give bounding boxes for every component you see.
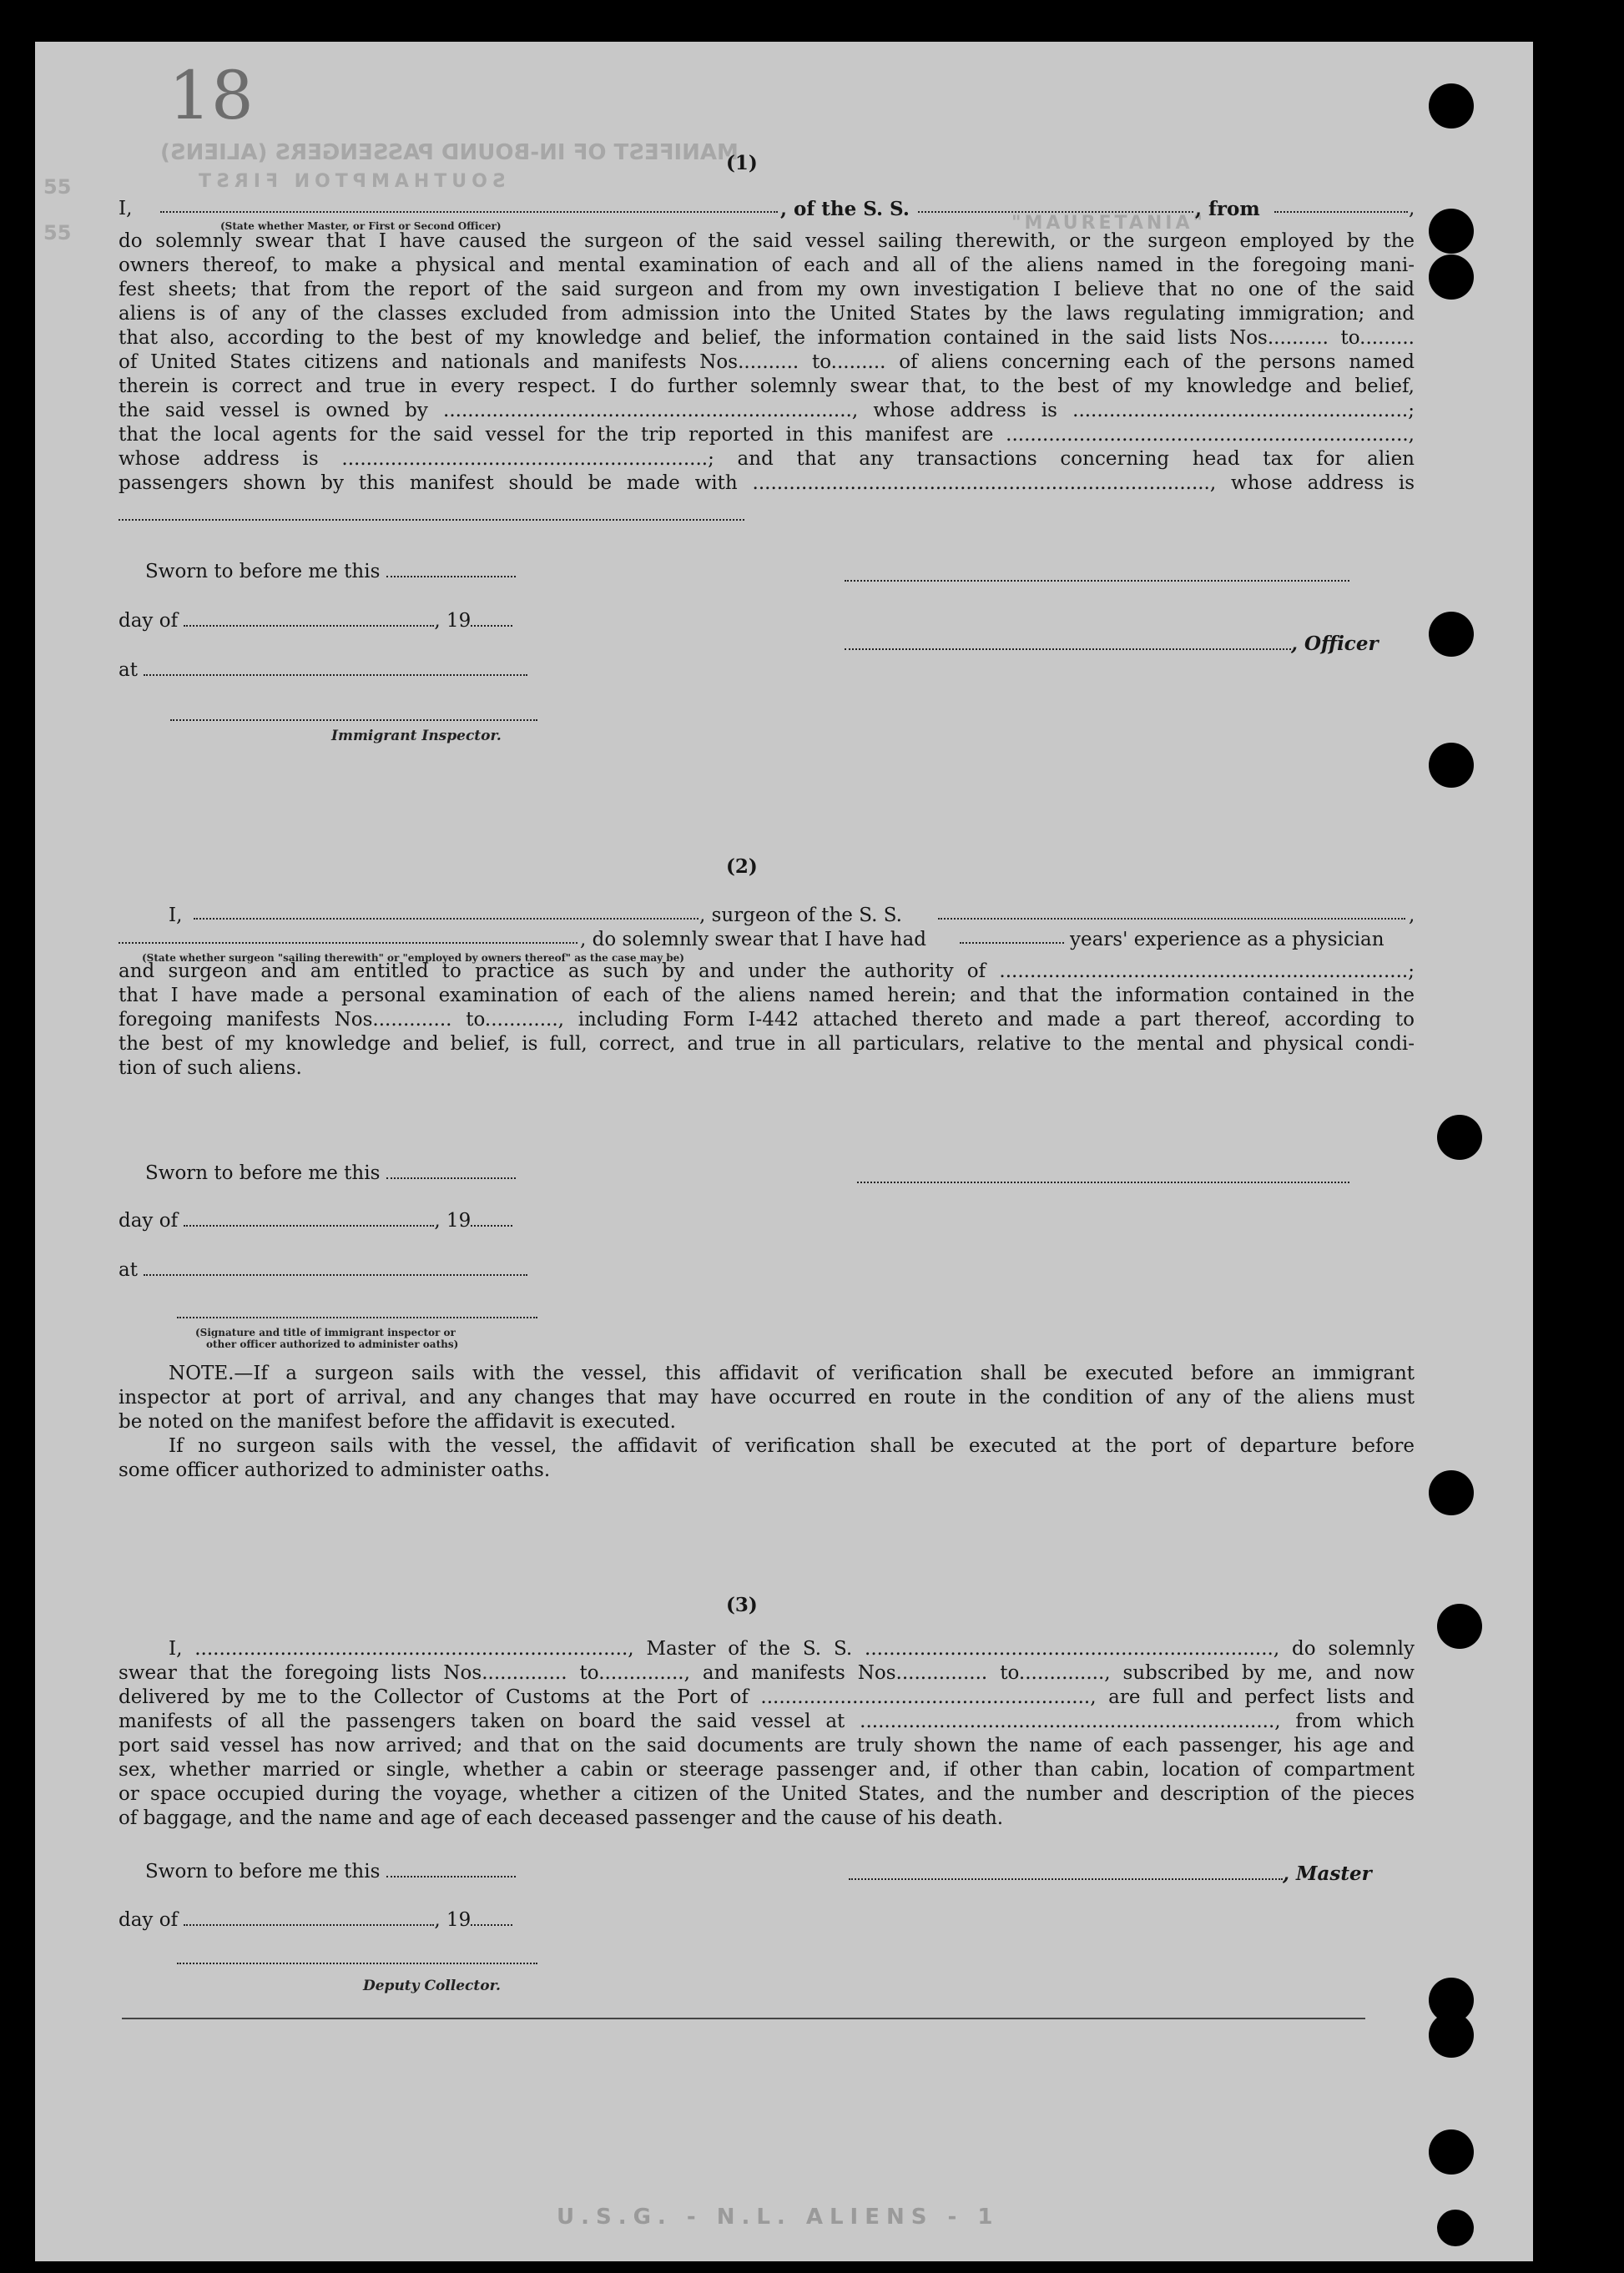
section2-inspector-signature-line (177, 1317, 537, 1318)
section3-collector-signature-line (177, 1963, 537, 1964)
binder-hole-2 (1429, 209, 1474, 254)
section1-sworn: Sworn to before me this (145, 561, 516, 582)
section2-line2: , do solemnly swear that I have had years' experience as a physician (119, 929, 1415, 953)
section2-surgeon-signature-line (857, 1182, 1349, 1183)
binder-hole-7 (1429, 1470, 1474, 1515)
section3-body: I, ......................................................................., Master of the S. S. ..................................................................., do solemnly swear that the foregoing lists Nos.............. to.............., and manifests Nos............... to.............., subscribed by me, and now delivered by me to the Collector of Customs at the Port of ......................................................, are full and perfect lists and manifests of all the passengers taken on board the said vessel at ...................................................................., from which port said vessel has now arrived; and that on the said documents are truly shown the name of each passenger, his age and sex, whether married or single, whether a cabin or steerage passenger and, if other than cabin, location of compartment or space occupied during the voyage, whether a citizen of the United States, and the number and description of the pieces of baggage, and the name and age of each deceased passenger and the cause of his death. (119, 1638, 1415, 1829)
section2-note: NOTE.—If a surgeon sails with the vessel, this affidavit of verification shall be executed before an immigrant inspector at port of arrival, and any changes that may have occurred en route in the condition of any of the aliens must be noted on the manifest before the affidavit is executed. If no surgeon sails with the vessel, the affidavit of verification shall be executed at the port of departure before some officer authorized to administer oaths. (119, 1363, 1415, 1481)
section1-day-of: day of , 19 (119, 610, 512, 632)
from-port-blank (1274, 199, 1408, 213)
section2-sig-caption-1: (Signature and title of immigrant inspector or (195, 1327, 456, 1338)
binder-hole-10 (1429, 2013, 1474, 2058)
binder-hole-5 (1429, 743, 1474, 788)
faint-page-number-1: 55 (43, 175, 72, 199)
faint-page-number-2: 55 (43, 221, 72, 244)
section2-day-of: day of , 19 (119, 1210, 512, 1232)
binder-hole-6 (1437, 1115, 1482, 1160)
section1-body: do solemnly swear that I have caused the surgeon of the said vessel sailing therewith, or the surgeon employed by the owners thereof, to make a physical and mental examination of each and all of the aliens named in the foregoing mani- fest sheets; that from the report of the said surgeon and from my own investigation I believe that no one of the said aliens is of any of the classes excluded from admission into the United States by the laws regulating immigration; and that also, according to the best of my knowledge and belief, the information contained in the said lists Nos.......... to......... of United States citizens and nationals and manifests Nos.......... to......... of aliens concerning each of the persons named therein is correct and true in every respect. I do further solemnly swear that, to the best of my knowledge and belief, the said vessel is owned by ..................................................................., whose address is .......................................................; that the local agents for the said vessel for the trip reported in this manifest are .................................................................., whose address is ............................................................; and that any transactions concerning head tax for alien passengers shown by this manifest should be made with ..........................................................................., whose address is (119, 230, 1415, 494)
binder-hole-12 (1437, 2210, 1474, 2246)
faint-ship-stamp: "MAURETANIA" (1011, 213, 1206, 234)
section2-at: at (119, 1259, 527, 1281)
section3-collector-caption: Deputy Collector. (363, 1978, 501, 1994)
bottom-rule (122, 2018, 1365, 2019)
faint-title-stamp: MANIFEST OF IN-BOUND PASSENGERS (ALIENS) (160, 140, 739, 165)
binder-hole-8 (1437, 1604, 1482, 1649)
section1-officer-signature-line (845, 580, 1349, 582)
section3-day-of: day of , 19 (119, 1909, 512, 1931)
handwritten-number: 18 (169, 57, 254, 134)
footer-faint-text: U.S.G. - N.L. ALIENS - 1 (557, 2205, 1000, 2230)
binder-hole-3 (1429, 255, 1474, 300)
section2-sig-caption-2: other officer authorized to administer oaths) (206, 1338, 459, 1350)
section2-sworn: Sworn to before me this (145, 1162, 516, 1184)
section1-line1: I, , of the S. S. , from , (119, 198, 1415, 220)
section2-body: and surgeon and am entitled to practice as such by and under the authority of ...................................................................; that I have made a personal examination of each of the aliens named herein; and that the information contained in the foregoing manifests Nos............. to............, including Form I-442 attached thereto and made a part thereof, according to the best of my knowledge and belief, is full, correct, and true in all particulars, relative to the mental and physical condi- tion of such aliens. (119, 960, 1415, 1079)
document-page (35, 42, 1533, 2261)
section2-heading: (2) (726, 855, 758, 878)
section1-at: at (119, 659, 527, 681)
section3-sworn: Sworn to before me this (145, 1861, 516, 1882)
section1-inspector-caption: Immigrant Inspector. (331, 728, 502, 744)
section1-line1-caption: (State whether Master, or First or Second Officer) (220, 220, 502, 232)
binder-hole-1 (1429, 83, 1474, 129)
section2-line2-caption: (State whether surgeon "sailing therewith" or "employed by owners thereof" as the case may be) (142, 952, 684, 964)
section3-master-line: , Master (849, 1862, 1372, 1885)
ship-name-blank (918, 199, 1193, 213)
binder-hole-11 (1429, 2129, 1474, 2175)
section2-line1: I, , surgeon of the S. S. , (169, 905, 1415, 926)
section3-heading: (3) (726, 1594, 758, 1616)
binder-hole-4 (1429, 612, 1474, 657)
section1-heading: (1) (726, 152, 758, 174)
section1-inspector-signature-line (170, 719, 537, 721)
head-tax-address-blank (119, 519, 744, 521)
faint-port-stamp: SOUTHAMPTON FIRST (194, 171, 506, 192)
section1-officer-line: , Officer (845, 633, 1379, 655)
officer-name-blank (160, 199, 778, 213)
